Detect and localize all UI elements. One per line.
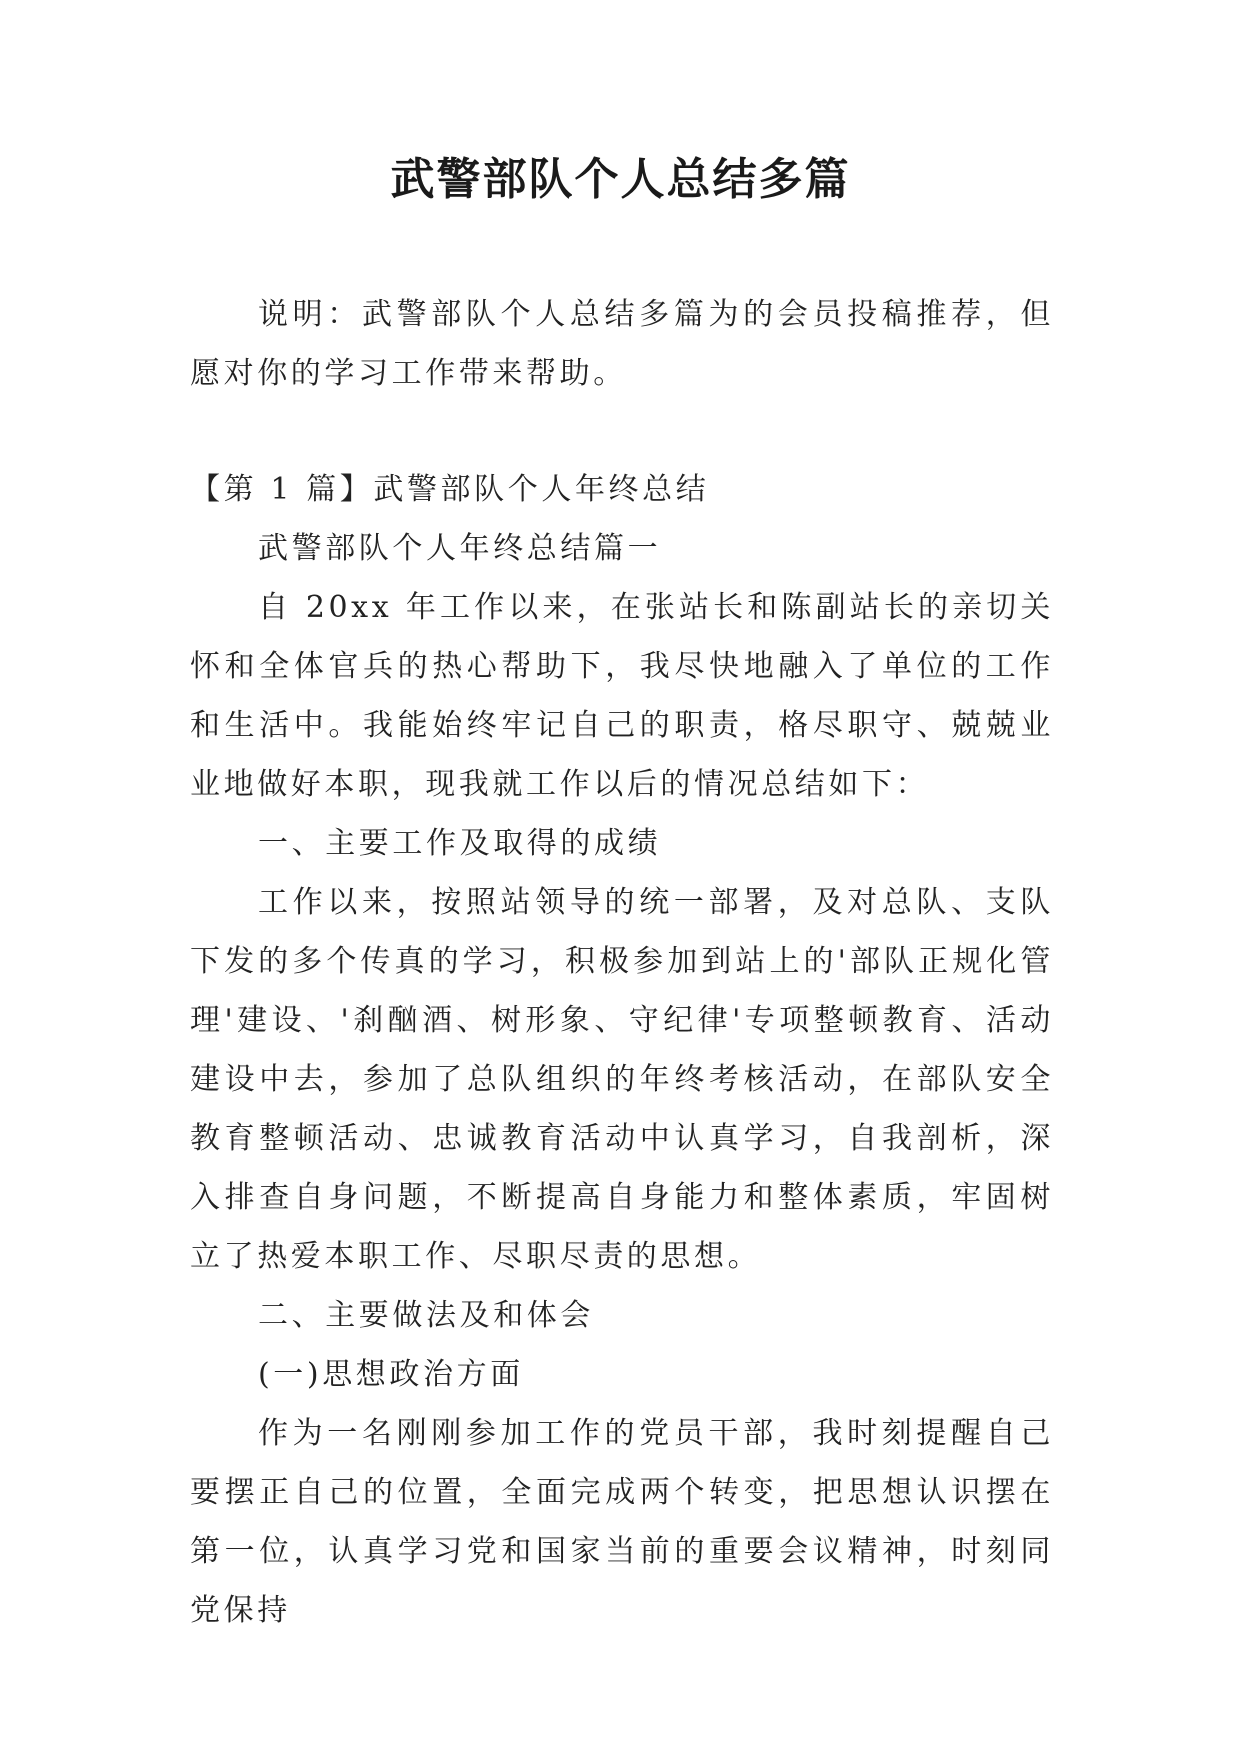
intro-paragraph: 说明：武警部队个人总结多篇为的会员投稿推荐，但愿对你的学习工作带来帮助。 <box>190 297 1054 391</box>
document-body <box>190 460 1054 1640</box>
section-heading: 【第 1 篇】武警部队个人年终总结 <box>190 472 710 507</box>
body-paragraph: 自 20xx 年工作以来，在张站长和陈副站长的亲切关怀和全体官兵的热心帮助下，我尽快地融入了单位的工作和生活中。我能始终牢记自己的职责，格尽职守、兢兢业业地做好本职，现我就工作以后的情况总结如下： <box>190 590 1054 802</box>
document-title: 武警部队个人总结多篇 <box>390 154 851 205</box>
body-paragraph: 作为一名刚刚参加工作的党员干部，我时刻提醒自己要摆正自己的位置，全面完成两个转变，把思想认识摆在第一位，认真学习党和国家当前的重要会议精神，时刻同党保持 <box>190 1416 1054 1628</box>
body-heading: 一、主要工作及取得的成绩 <box>258 826 662 861</box>
body-paragraph: 工作以来，按照站领导的统一部署，及对总队、支队下发的多个传真的学习，积极参加到站上的'部队正规化管理'建设、'刹酗酒、树形象、守纪律'专项整顿教育、活动建设中去，参加了总队组织的年终考核活动，在部队安全教育整顿活动、忠诚教育活动中认真学习，自我剖析，深入排查自身问题，不断提高自身能力和整体素质，牢固树立了热爱本职工作、尽职尽责的思想。 <box>190 885 1054 1274</box>
subsection-title: 武警部队个人年终总结篇一 <box>258 531 662 566</box>
body-heading: (一)思想政治方面 <box>258 1357 524 1392</box>
body-heading: 二、主要做法及和体会 <box>258 1298 594 1333</box>
